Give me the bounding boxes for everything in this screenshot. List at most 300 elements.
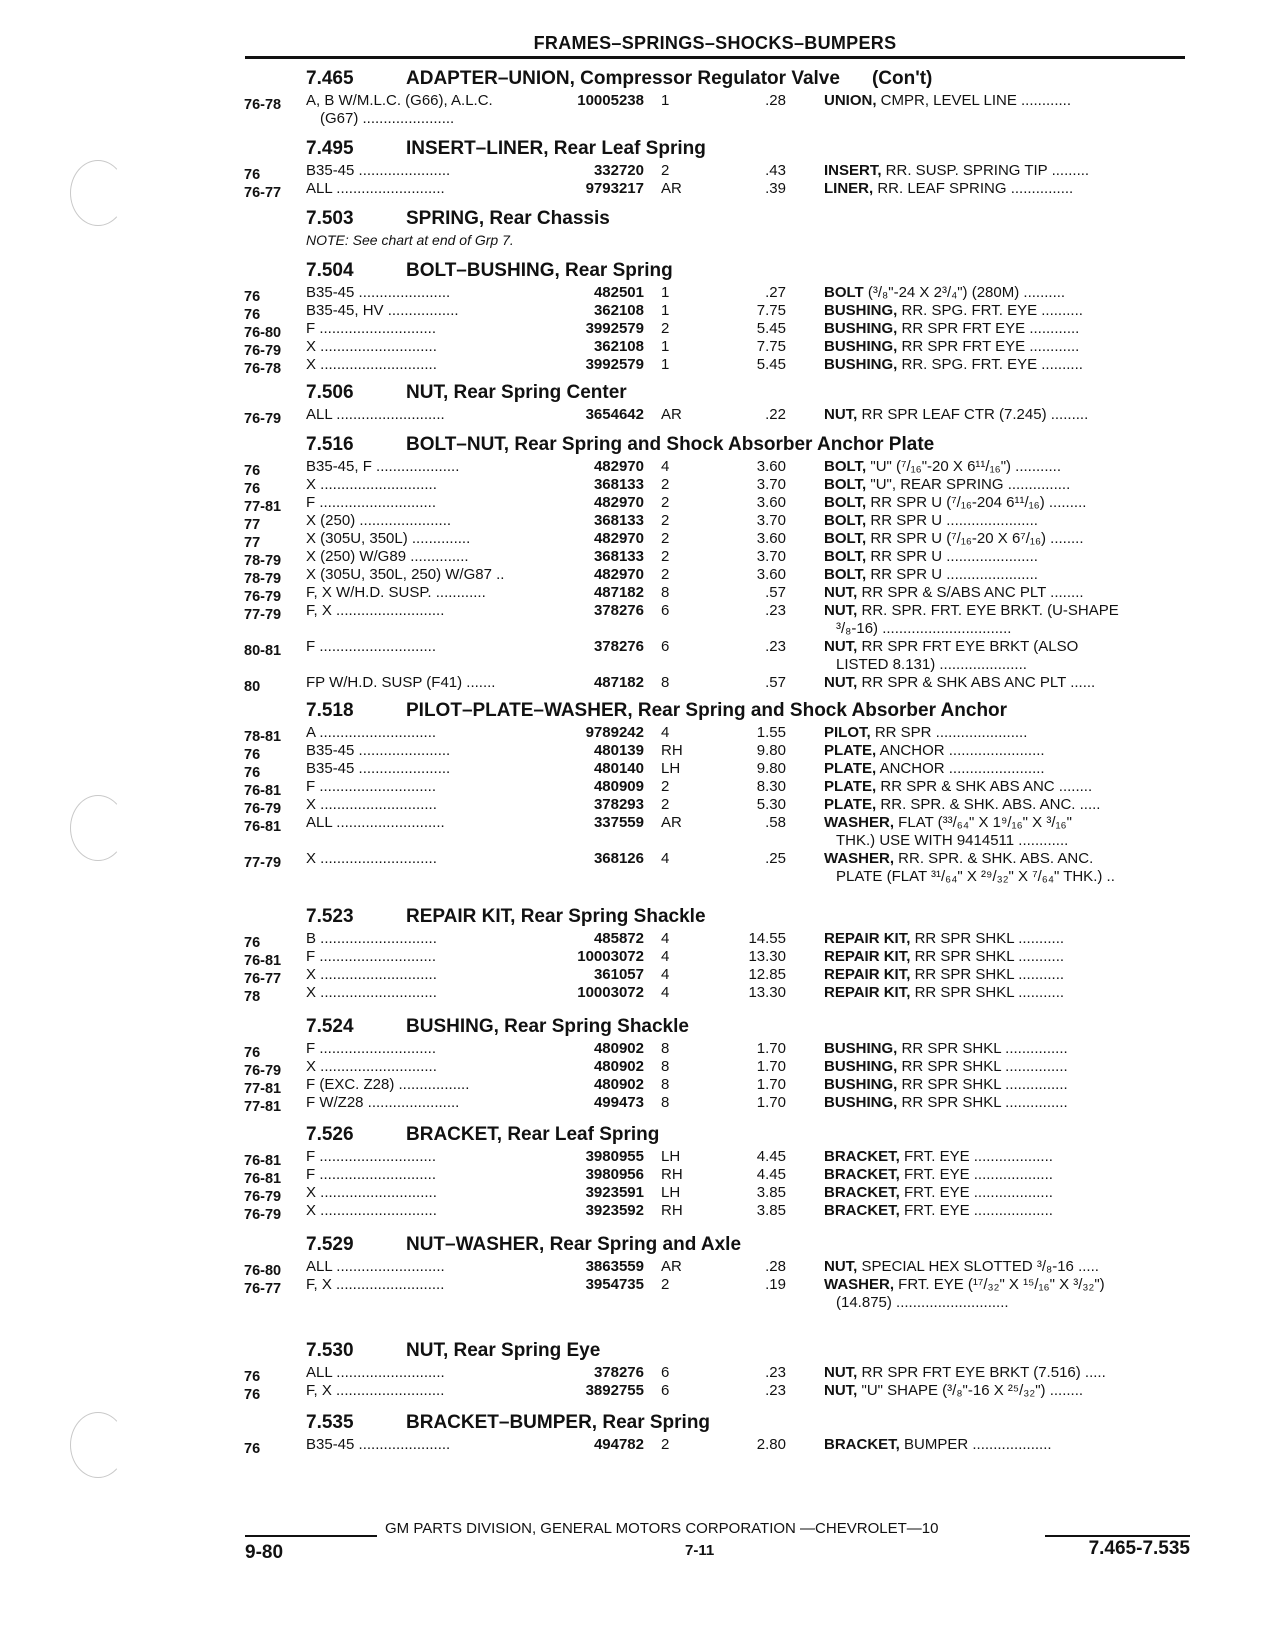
description <box>824 1364 1194 1382</box>
application: X ............................ <box>306 796 437 813</box>
application: X ............................ <box>306 1184 437 1201</box>
section-continued-label: (Con't) <box>871 68 933 89</box>
quantity: 4 <box>661 458 670 475</box>
quantity: 2 <box>661 1276 670 1293</box>
application: FP W/H.D. SUSP (F41) ....... <box>306 674 496 691</box>
description-text: SPECIAL HEX SLOTTED ³/₈-16 ..... <box>857 1258 1099 1275</box>
section-number: 7.503 <box>306 208 354 229</box>
quantity: 8 <box>661 1058 670 1075</box>
page-title: FRAMES–SPRINGS–SHOCKS–BUMPERS <box>533 33 897 53</box>
application: ALL .......................... <box>306 1258 445 1275</box>
part-row-line <box>244 1382 1190 1403</box>
part-row-line <box>244 966 1190 987</box>
part-number: 9789242 <box>585 724 644 741</box>
application: A, B W/M.L.C. (G66), A.L.C. <box>306 92 493 109</box>
description-text: RR. SPR. & SHK. ABS. ANC. ..... <box>876 796 1101 813</box>
description <box>824 1166 1194 1184</box>
part-number: 482970 <box>593 566 644 583</box>
part-row <box>244 92 1190 128</box>
quantity: 8 <box>661 1040 670 1057</box>
part-row <box>244 494 1190 515</box>
part-number: 368133 <box>593 512 644 529</box>
part-row-continuation <box>244 832 1190 850</box>
description-keyword: REPAIR KIT, <box>824 948 911 965</box>
application: F ............................ <box>306 494 437 511</box>
price: .23 <box>765 1364 786 1381</box>
model-years: 76 <box>244 765 261 781</box>
description-text: RR SPR SHKL ............... <box>897 1076 1068 1093</box>
price: 5.45 <box>756 356 786 373</box>
model-years: 76-81 <box>244 1171 282 1187</box>
application: X ............................ <box>306 984 437 1001</box>
quantity: 1 <box>661 356 670 373</box>
price: 13.30 <box>748 948 786 965</box>
part-row <box>244 512 1190 533</box>
application: F W/Z28 ...................... <box>306 1094 460 1111</box>
application: X (305U, 350L, 250) W/G87 .. <box>306 566 505 583</box>
part-number: 368133 <box>593 476 644 493</box>
part-row <box>244 984 1190 1005</box>
part-row <box>244 1436 1190 1457</box>
description-text: RR SPR & SHK ABS ANC ........ <box>876 778 1093 795</box>
model-years: 76-81 <box>244 819 282 835</box>
description <box>824 602 1194 620</box>
description <box>824 948 1194 966</box>
part-number: 482501 <box>593 284 644 301</box>
part-row-continuation <box>244 656 1190 674</box>
footer-page-number: 7-11 <box>685 1542 715 1559</box>
part-number: 362108 <box>593 338 644 355</box>
description-keyword: NUT, <box>824 406 858 423</box>
model-years: 77-81 <box>244 499 282 515</box>
quantity: 1 <box>661 92 670 109</box>
description-keyword: BUSHING, <box>824 1094 898 1111</box>
description <box>824 494 1194 512</box>
quantity: AR <box>661 180 682 197</box>
section-heading <box>244 1228 1190 1258</box>
description <box>824 338 1194 356</box>
part-row-line <box>244 1436 1190 1457</box>
application: ALL .......................... <box>306 180 445 197</box>
application: X ............................ <box>306 1058 437 1075</box>
section-title-text: BOLT–NUT, Rear Spring and Shock Absorber Anchor Plate <box>406 434 935 455</box>
part-row <box>244 1148 1190 1169</box>
section-heading <box>244 694 1190 724</box>
part-row <box>244 760 1190 781</box>
section-number: 7.504 <box>306 260 354 281</box>
application: F (EXC. Z28) ................. <box>306 1076 470 1093</box>
part-row <box>244 602 1190 638</box>
price: .43 <box>765 162 786 179</box>
description-keyword: NUT, <box>824 674 858 691</box>
part-number: 10005238 <box>577 92 644 109</box>
part-row-line <box>244 760 1190 781</box>
part-number: 480902 <box>593 1058 644 1075</box>
price: 7.75 <box>756 338 786 355</box>
description-keyword: BOLT, <box>824 566 867 583</box>
price: .27 <box>765 284 786 301</box>
part-row <box>244 476 1190 497</box>
price: 3.70 <box>756 548 786 565</box>
model-years: 77-79 <box>244 607 282 623</box>
part-number: 3923592 <box>585 1202 644 1219</box>
section-title-text: SPRING, Rear Chassis <box>406 208 610 229</box>
part-row <box>244 1202 1190 1223</box>
model-years: 77-81 <box>244 1081 282 1097</box>
section-number: 7.530 <box>306 1340 354 1361</box>
model-years: 77-79 <box>244 855 282 871</box>
part-row-line <box>244 1148 1190 1169</box>
section-heading <box>244 1406 1190 1436</box>
section-number: 7.465 <box>306 68 354 89</box>
part-row-line <box>244 476 1190 497</box>
description-keyword: BOLT, <box>824 548 867 565</box>
part-number: 494782 <box>593 1436 644 1453</box>
description <box>824 302 1194 320</box>
part-row <box>244 584 1190 605</box>
application: F ............................ <box>306 1148 437 1165</box>
application: ALL .......................... <box>306 406 445 423</box>
model-years: 76 <box>244 481 261 497</box>
part-row-continuation <box>244 620 1190 638</box>
quantity: 4 <box>661 930 670 947</box>
price: 9.80 <box>756 760 786 777</box>
description-keyword: BUSHING, <box>824 356 898 373</box>
section-heading <box>244 1118 1190 1148</box>
section-title-text: BOLT–BUSHING, Rear Spring <box>406 260 673 281</box>
description-continued: THK.) USE WITH 9414511 ............ <box>836 832 1069 849</box>
part-number: 3892755 <box>585 1382 644 1399</box>
description <box>824 584 1194 602</box>
description-keyword: NUT, <box>824 602 858 619</box>
description-text: RR SPR SHKL ............... <box>897 1040 1068 1057</box>
footer-corporation: GM PARTS DIVISION, GENERAL MOTORS CORPORATION —CHEVROLET—10 <box>385 1520 939 1537</box>
part-row-line <box>244 638 1190 659</box>
application-continued: (G67) ...................... <box>320 110 455 127</box>
description-keyword: BUSHING, <box>824 1058 898 1075</box>
part-number: 480140 <box>593 760 644 777</box>
description-keyword: LINER, <box>824 180 874 197</box>
catalog-section <box>244 132 1190 201</box>
part-row <box>244 850 1190 886</box>
part-number: 337559 <box>593 814 644 831</box>
price: 5.30 <box>756 796 786 813</box>
description <box>824 778 1194 796</box>
quantity: 2 <box>661 512 670 529</box>
section-title-text: PILOT–PLATE–WASHER, Rear Spring and Shock Absorber Anchor <box>406 700 1008 721</box>
application: X ............................ <box>306 1202 437 1219</box>
description <box>824 1202 1194 1220</box>
part-row-line <box>244 512 1190 533</box>
part-row <box>244 1166 1190 1187</box>
description-keyword: BUSHING, <box>824 338 898 355</box>
description-text: RR. SPG. FRT. EYE .......... <box>897 356 1083 373</box>
quantity: AR <box>661 406 682 423</box>
footer-section-range: 7.465-7.535 <box>1088 1538 1190 1559</box>
model-years: 76 <box>244 1369 261 1385</box>
part-number: 3980956 <box>585 1166 644 1183</box>
quantity: AR <box>661 814 682 831</box>
description <box>824 1148 1194 1166</box>
part-row-line <box>244 602 1190 623</box>
footer-rule-left <box>245 1535 377 1537</box>
part-row-line <box>244 1058 1190 1079</box>
description <box>824 458 1194 476</box>
part-number: 499473 <box>593 1094 644 1111</box>
price: .58 <box>765 814 786 831</box>
catalog-section <box>244 254 1190 377</box>
quantity: 4 <box>661 850 670 867</box>
description-text: RR. SPG. FRT. EYE .......... <box>897 302 1083 319</box>
description <box>824 1094 1194 1112</box>
section-number: 7.535 <box>306 1412 354 1433</box>
price: 7.75 <box>756 302 786 319</box>
part-number: 487182 <box>593 584 644 601</box>
description-text: "U" (⁷/₁₆"-20 X 6¹¹/₁₆") ........... <box>866 458 1062 475</box>
quantity: 6 <box>661 638 670 655</box>
catalog-section <box>244 202 1190 252</box>
description-keyword: REPAIR KIT, <box>824 984 911 1001</box>
application: X ............................ <box>306 850 437 867</box>
description-text: FRT. EYE (¹⁷/₃₂" X ¹⁵/₁₆" X ³/₃₂") <box>894 1276 1105 1293</box>
model-years: 76-79 <box>244 411 282 427</box>
description <box>824 1436 1194 1454</box>
quantity: 8 <box>661 1094 670 1111</box>
description-keyword: BOLT <box>824 284 864 301</box>
application: F ............................ <box>306 778 437 795</box>
price: .23 <box>765 602 786 619</box>
quantity: 6 <box>661 602 670 619</box>
application: F, X W/H.D. SUSP. ............ <box>306 584 486 601</box>
price: .23 <box>765 1382 786 1399</box>
part-number: 3863559 <box>585 1258 644 1275</box>
section-title-text: BUSHING, Rear Spring Shackle <box>406 1016 689 1037</box>
description-text: RR SPR FRT EYE ............ <box>897 320 1080 337</box>
application: B ............................ <box>306 930 437 947</box>
application: F, X .......................... <box>306 1276 445 1293</box>
part-row-line <box>244 850 1190 871</box>
description <box>824 796 1194 814</box>
model-years: 76 <box>244 1045 261 1061</box>
binder-hole-top <box>70 160 126 226</box>
section-number: 7.524 <box>306 1016 354 1037</box>
price: 1.70 <box>756 1094 786 1111</box>
section-title <box>406 208 610 230</box>
part-row <box>244 302 1190 323</box>
catalog-section <box>244 1406 1190 1457</box>
description-keyword: BOLT, <box>824 530 867 547</box>
application: X (250) W/G89 .............. <box>306 548 469 565</box>
quantity: 8 <box>661 584 670 601</box>
part-row-line <box>244 92 1190 113</box>
model-years: 76 <box>244 463 261 479</box>
application: X ............................ <box>306 966 437 983</box>
section-title-text: NUT, Rear Spring Center <box>406 382 627 403</box>
part-row <box>244 814 1190 850</box>
description-text: RR SPR LEAF CTR (7.245) ......... <box>857 406 1089 423</box>
description-text: (³/₈"-24 X 2³/₄") (280M) .......... <box>863 284 1066 301</box>
price: 3.60 <box>756 530 786 547</box>
part-row <box>244 1382 1190 1403</box>
description <box>824 674 1194 692</box>
price: .25 <box>765 850 786 867</box>
catalog-section <box>244 1010 1190 1115</box>
part-row-line <box>244 1166 1190 1187</box>
quantity: LH <box>661 1184 681 1201</box>
part-row <box>244 406 1190 427</box>
description <box>824 1076 1194 1094</box>
section-title <box>406 1412 710 1434</box>
section-title-text: INSERT–LINER, Rear Leaf Spring <box>406 138 706 159</box>
description-text: RR SPR FRT EYE BRKT (ALSO <box>857 638 1079 655</box>
part-row-line <box>244 180 1190 201</box>
price: 3.70 <box>756 512 786 529</box>
part-number: 480902 <box>593 1076 644 1093</box>
price: 13.30 <box>748 984 786 1001</box>
description-text: RR SPR SHKL ........... <box>910 930 1065 947</box>
quantity: 2 <box>661 320 670 337</box>
description <box>824 162 1194 180</box>
part-row <box>244 566 1190 587</box>
price: 3.60 <box>756 566 786 583</box>
part-row-line <box>244 742 1190 763</box>
quantity: 2 <box>661 778 670 795</box>
section-number: 7.523 <box>306 906 354 927</box>
header-rule <box>245 56 1185 59</box>
description-text: RR. LEAF SPRING ............... <box>873 180 1074 197</box>
application: B35-45, HV ................. <box>306 302 459 319</box>
price: 3.60 <box>756 458 786 475</box>
price: .23 <box>765 638 786 655</box>
price: .22 <box>765 406 786 423</box>
section-title-text: NUT, Rear Spring Eye <box>406 1340 601 1361</box>
description-text: RR SPR U ...................... <box>866 566 1038 583</box>
section-heading <box>244 132 1190 162</box>
part-row-line <box>244 284 1190 305</box>
description <box>824 930 1194 948</box>
part-number: 480139 <box>593 742 644 759</box>
part-row-line <box>244 584 1190 605</box>
description-keyword: NUT, <box>824 1258 858 1275</box>
description-text: FRT. EYE ................... <box>899 1148 1053 1165</box>
section-number: 7.506 <box>306 382 354 403</box>
part-row-line <box>244 1076 1190 1097</box>
part-row-line <box>244 320 1190 341</box>
application: X ............................ <box>306 476 437 493</box>
description-continued: (14.875) ........................... <box>836 1294 1009 1311</box>
description <box>824 320 1194 338</box>
quantity: RH <box>661 742 683 759</box>
section-note: NOTE: See chart at end of Grp 7. <box>306 232 514 248</box>
part-number: 361057 <box>593 966 644 983</box>
description <box>824 476 1194 494</box>
quantity: 4 <box>661 966 670 983</box>
quantity: 1 <box>661 338 670 355</box>
description-keyword: BOLT, <box>824 458 867 475</box>
description <box>824 1258 1194 1276</box>
part-row-line <box>244 458 1190 479</box>
model-years: 78 <box>244 989 261 1005</box>
application: B35-45 ...................... <box>306 760 451 777</box>
description-text: RR SPR SHKL ............... <box>897 1094 1068 1111</box>
description-keyword: INSERT, <box>824 162 882 179</box>
model-years: 76-78 <box>244 97 282 113</box>
part-number: 378276 <box>593 638 644 655</box>
footer-rule-right <box>1045 1535 1190 1537</box>
catalog-section <box>244 900 1190 1005</box>
description-text: BUMPER ................... <box>899 1436 1052 1453</box>
application: F ............................ <box>306 638 437 655</box>
part-row <box>244 948 1190 969</box>
application: ALL .......................... <box>306 1364 445 1381</box>
description <box>824 406 1194 424</box>
quantity: AR <box>661 1258 682 1275</box>
section-heading <box>244 376 1190 406</box>
price: .39 <box>765 180 786 197</box>
price: 9.80 <box>756 742 786 759</box>
quantity: 2 <box>661 494 670 511</box>
part-number: 10003072 <box>577 948 644 965</box>
description-text: RR SPR FRT EYE BRKT (7.516) ..... <box>857 1364 1106 1381</box>
catalog-section <box>244 376 1190 427</box>
part-row-line <box>244 930 1190 951</box>
description-text: RR SPR U ...................... <box>866 548 1038 565</box>
model-years: 76-79 <box>244 1189 282 1205</box>
part-number: 362108 <box>593 302 644 319</box>
price: 5.45 <box>756 320 786 337</box>
section-title <box>406 906 706 928</box>
price: 1.70 <box>756 1040 786 1057</box>
part-number: 378276 <box>593 602 644 619</box>
price: 2.80 <box>756 1436 786 1453</box>
price: 4.45 <box>756 1148 786 1165</box>
section-heading <box>244 202 1190 232</box>
part-row-line <box>244 548 1190 569</box>
quantity: 4 <box>661 724 670 741</box>
description-keyword: BRACKET, <box>824 1148 900 1165</box>
quantity: 6 <box>661 1364 670 1381</box>
part-row-line <box>244 674 1190 695</box>
model-years: 77-81 <box>244 1099 282 1115</box>
description-keyword: PLATE, <box>824 760 877 777</box>
description-keyword: PLATE, <box>824 742 877 759</box>
part-number: 482970 <box>593 494 644 511</box>
part-row <box>244 1276 1190 1312</box>
part-row-line <box>244 530 1190 551</box>
part-number: 3980955 <box>585 1148 644 1165</box>
part-row-line <box>244 1276 1190 1297</box>
price: 3.60 <box>756 494 786 511</box>
part-number: 485872 <box>593 930 644 947</box>
description-text: RR SPR U (⁷/₁₆-204 6¹¹/₁₆) ......... <box>866 494 1087 511</box>
section-title-text: REPAIR KIT, Rear Spring Shackle <box>406 906 706 927</box>
price: 12.85 <box>748 966 786 983</box>
model-years: 76-80 <box>244 1263 282 1279</box>
part-row-line <box>244 778 1190 799</box>
description-continued: ³/₈-16) ............................... <box>836 620 1012 637</box>
page-footer <box>245 1518 1190 1578</box>
model-years: 76 <box>244 289 261 305</box>
binder-hole-middle <box>70 795 126 861</box>
part-number: 480909 <box>593 778 644 795</box>
parts-catalog-list <box>244 62 1190 1457</box>
catalog-section <box>244 1118 1190 1223</box>
description-keyword: REPAIR KIT, <box>824 966 911 983</box>
description <box>824 530 1194 548</box>
model-years: 76-77 <box>244 971 282 987</box>
application: X ............................ <box>306 338 437 355</box>
application: F, X .......................... <box>306 1382 445 1399</box>
